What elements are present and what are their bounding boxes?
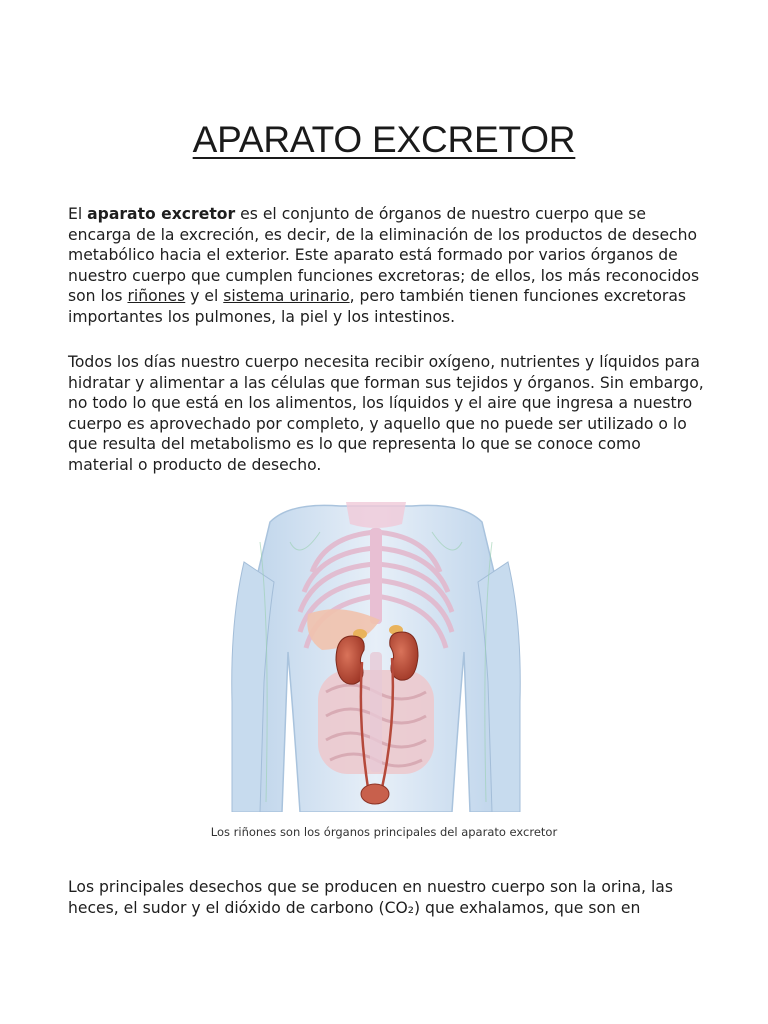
intro-text-3: y el bbox=[185, 287, 224, 306]
intro-bold-term: aparato excretor bbox=[87, 205, 236, 223]
right-kidney bbox=[390, 632, 418, 680]
bladder bbox=[361, 784, 389, 804]
kidneys-link[interactable]: riñones bbox=[127, 287, 186, 306]
intro-text-2: es el conjunto de órganos de nuestro cuerpo que se encarga de la excreción, es decir, de la eliminación de los productos de desecho metabólico hacia el exterior. Este aparato está formado por varios órganos de nuestro cuerpo que cumplen funciones excretoras; de ellos, los más reconocidos son los bbox=[68, 205, 700, 306]
urinary-system-link[interactable]: sistema urinario bbox=[223, 287, 350, 306]
excretory-system-illustration bbox=[230, 502, 522, 812]
intro-text-1: El bbox=[68, 205, 88, 223]
intro-paragraph bbox=[68, 204, 708, 328]
third-paragraph: Los principales desechos que se producen en nuestro cuerpo son la orina, las heces, el sudor y el dióxido de carbono (CO₂) que exhalamos, que son en bbox=[68, 878, 673, 917]
intro-text-4: , pero también tienen funciones excretoras importantes los pulmones, la piel y los intestinos. bbox=[68, 287, 686, 326]
second-paragraph: Todos los días nuestro cuerpo necesita recibir oxígeno, nutrientes y líquidos para hidratar y alimentar a las células que forman sus tejidos y órganos. Sin embargo, no todo lo que está en los alimentos, los líquidos y el aire que ingresa a nuestro cuerpo es aprovechado por completo, y aquello que no puede ser utilizado o lo que resulta del metabolismo es lo que representa lo que se conoce como material o producto de desecho. bbox=[68, 353, 704, 474]
page-title: APARATO EXCRETOR bbox=[192, 118, 576, 160]
figure-caption: Los riñones son los órganos principales del aparato excretor bbox=[210, 825, 558, 839]
